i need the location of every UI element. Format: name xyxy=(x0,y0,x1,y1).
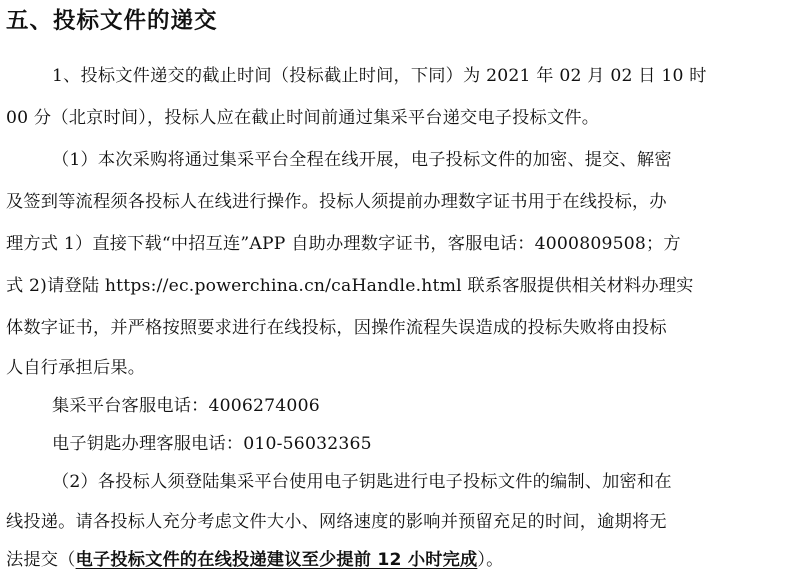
paragraph-line: 理方式 1）直接下载“中招互连”APP 自助办理数字证书，客服电话：4000809508；方 xyxy=(6,234,681,254)
last-line-before: 法提交（ xyxy=(6,550,76,570)
service-phone-line: 集采平台客服电话：4006274006 xyxy=(52,396,320,416)
paragraph-last-line xyxy=(6,548,504,572)
paragraph-line: 式 2)请登陆 https://ec.powerchina.cn/caHandle.html 联系客服提供相关材料办理实 xyxy=(6,276,694,296)
paragraph-line: 人自行承担后果。 xyxy=(6,358,146,378)
paragraph-line: 线投递。请各投标人充分考虑文件大小、网络速度的影响并预留充足的时间，逾期将无 xyxy=(6,512,667,532)
emphasis-note: 电子投标文件的在线投递建议至少提前 12 小时完成 xyxy=(75,550,478,570)
section-heading: 五、投标文件的递交 xyxy=(6,8,218,34)
paragraph-line: （2）各投标人须登陆集采平台使用电子钥匙进行电子投标文件的编制、加密和在 xyxy=(52,472,672,492)
ekey-phone-line: 电子钥匙办理客服电话：010-56032365 xyxy=(52,434,372,454)
last-line-after: ）。 xyxy=(477,550,504,570)
paragraph-line: （1）本次采购将通过集采平台全程在线开展，电子投标文件的加密、提交、解密 xyxy=(52,150,672,170)
paragraph-line: 00 分（北京时间），投标人应在截止时间前通过集采平台递交电子投标文件。 xyxy=(6,108,600,128)
paragraph-line: 及签到等流程须各投标人在线进行操作。投标人须提前办理数字证书用于在线投标，办 xyxy=(6,192,667,212)
paragraph-line: 1、投标文件递交的截止时间（投标截止时间，下同）为 2021 年 02 月 02 日 10 时 xyxy=(52,66,707,86)
paragraph-line: 体数字证书，并严格按照要求进行在线投标，因操作流程失误造成的投标失败将由投标 xyxy=(6,318,667,338)
